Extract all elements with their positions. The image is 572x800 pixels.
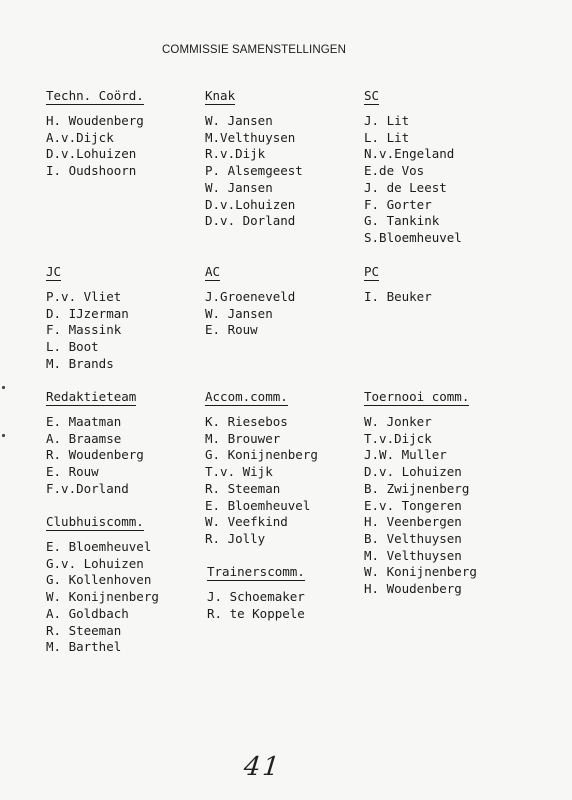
member-name: J.W. Muller [364,447,447,463]
member-name: E. Bloemheuvel [205,497,311,513]
member-name: T.v.Dijck [364,430,432,446]
member-name: F. Massink [46,322,122,338]
member-name: E. Rouw [46,464,99,480]
member-name: L. Boot [46,339,99,355]
committee-pc [364,261,432,306]
member-name: B. Velthuysen [364,530,462,546]
member-name: J. de Leest [364,179,447,195]
member-name: E. Maatman [46,414,122,429]
member-list [46,414,144,498]
member-name: D.v. Lohuizen [364,464,462,480]
member-list [205,414,318,548]
member-name: I. Oudshoorn [46,163,137,179]
committee-heading: PC [364,264,380,279]
member-name: R. Jolly [205,530,266,546]
committee-heading: Techn. Coörd. [46,88,144,103]
member-list [364,113,462,247]
member-name: P.v. Vliet [46,289,122,304]
member-name: D.v.Lohuizen [205,196,296,212]
member-name: W. Jansen [205,305,273,321]
member-name: J. Lit [364,113,410,128]
member-name: M.Velthuysen [205,129,296,145]
committee-ac [205,261,295,339]
member-name: H. Veenbergen [364,514,462,530]
member-name: B. Zwijnenberg [364,480,470,496]
member-name: W. Konijnenberg [364,564,477,580]
member-name: R. te Koppele [207,605,305,621]
member-name: R. Steeman [205,480,281,496]
member-name: G. Tankink [364,213,440,229]
member-name: N.v.Engeland [364,146,455,162]
committee-knak [205,85,303,230]
member-name: W. Veefkind [205,514,288,530]
member-list [46,113,144,180]
member-name: M. Brouwer [205,430,281,446]
member-name: J.Groeneveld [205,289,296,304]
member-name: R.v.Dijk [205,146,266,162]
member-name: T.v. Wijk [205,464,273,480]
member-list [46,289,129,373]
member-name: D.v. Dorland [205,213,296,229]
member-list [207,589,305,622]
member-list [46,539,159,656]
committee-heading: Accom.comm. [205,389,288,404]
committee-heading: AC [205,264,221,279]
member-name: P. Alsemgeest [205,163,303,179]
committee-accom [205,386,318,548]
member-name: A. Goldbach [46,605,129,621]
member-name: F. Gorter [364,196,432,212]
committee-heading: SC [364,88,380,103]
committee-trainers [207,561,305,622]
scan-speck [2,386,5,389]
member-name: M. Barthel [46,639,122,655]
member-name: K. Riesebos [205,414,288,429]
member-name: R. Woudenberg [46,447,144,463]
member-list [205,113,303,230]
member-name: H. Woudenberg [46,113,144,128]
member-name: M. Velthuysen [364,547,462,563]
committee-heading: Redaktieteam [46,389,137,404]
page-number: 41 [242,752,283,782]
member-list [364,289,432,306]
member-name: S.Bloemheuvel [364,229,462,245]
committee-jc [46,261,129,373]
member-name: W. Jonker [364,414,432,429]
member-name: E.de Vos [364,163,425,179]
member-list [205,289,295,339]
member-list [364,414,477,598]
member-name: D.v.Lohuizen [46,146,137,162]
member-name: J. Schoemaker [207,589,305,604]
member-name: L. Lit [364,129,410,145]
committee-clubhuis [46,511,159,656]
committee-sc [364,85,462,247]
committee-heading: Knak [205,88,236,103]
member-name: A.v.Dijck [46,129,114,145]
page-title: COMMISSIE SAMENSTELLINGEN [162,44,346,56]
member-name: M. Brands [46,355,114,371]
committee-techn [46,85,144,180]
committee-heading: JC [46,264,62,279]
committee-heading: Clubhuiscomm. [46,514,144,529]
member-name: W. Jansen [205,179,273,195]
member-name: A. Braamse [46,430,122,446]
member-name: E. Rouw [205,322,258,338]
member-name: E. Bloemheuvel [46,539,152,554]
committee-redaktie [46,386,144,498]
member-name: F.v.Dorland [46,480,129,496]
committee-heading: Trainerscomm. [207,564,305,579]
member-name: G. Konijnenberg [205,447,318,463]
member-name: I. Beuker [364,289,432,304]
member-name: G. Kollenhoven [46,572,152,588]
member-name: H. Woudenberg [364,581,462,597]
member-name: R. Steeman [46,622,122,638]
member-name: E.v. Tongeren [364,497,462,513]
member-name: G.v. Lohuizen [46,555,144,571]
member-name: W. Jansen [205,113,273,128]
committee-heading: Toernooi comm. [364,389,470,404]
committee-toernooi [364,386,477,598]
member-name: W. Konijnenberg [46,589,159,605]
scan-speck [2,434,5,437]
member-name: D. IJzerman [46,305,129,321]
